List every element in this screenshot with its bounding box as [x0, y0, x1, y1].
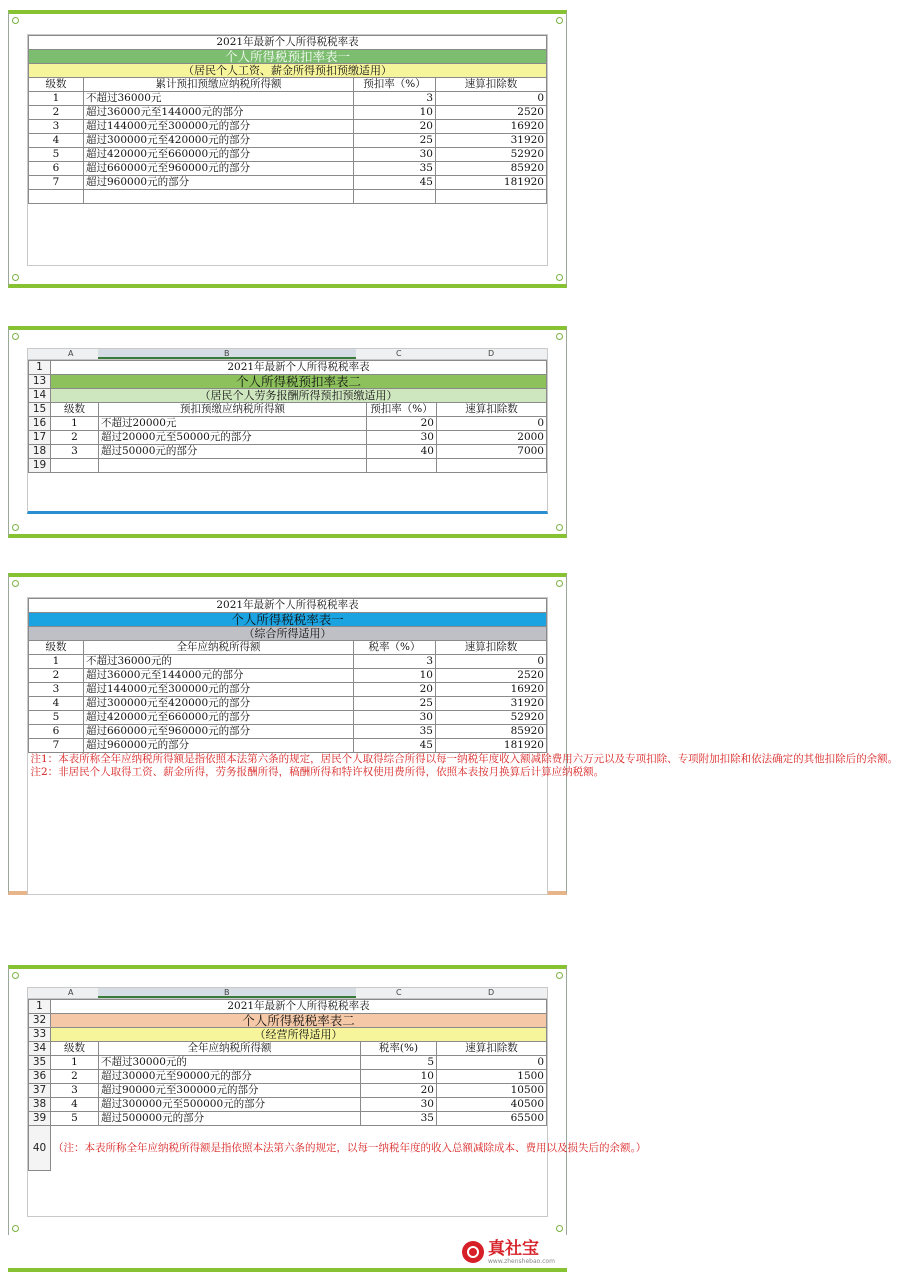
row-number: 40	[29, 1126, 51, 1171]
corner-dot	[556, 524, 563, 531]
level-cell: 4	[29, 697, 84, 711]
rate-cell: 20	[354, 683, 436, 697]
tax-table-3	[28, 598, 898, 779]
bottom-card-edge	[8, 1268, 567, 1274]
table-row	[29, 1112, 547, 1126]
card-table-1	[8, 10, 567, 288]
header-income: 累计预扣预缴应纳税所得额	[84, 78, 354, 92]
row-number: 14	[29, 389, 51, 403]
note-2: 注2：非居民个人取得工资、薪金所得，劳务报酬所得，稿酬所得和特许权使用费所得，依照本表按月换算后计算应纳税额。	[30, 766, 605, 778]
row-number: 1	[29, 361, 51, 375]
table-row	[29, 697, 547, 711]
column-letter-b[interactable]: B	[224, 349, 230, 358]
notes-cell	[29, 753, 898, 780]
table-row	[29, 725, 547, 739]
row-number: 34	[29, 1042, 51, 1056]
corner-dot	[12, 1225, 19, 1232]
rate-cell: 30	[354, 711, 436, 725]
card-table-2	[8, 326, 567, 538]
row-number: 32	[29, 1014, 51, 1028]
row-number: 35	[29, 1056, 51, 1070]
rate-cell: 3	[354, 92, 436, 106]
table-band-title: 个人所得税预扣率表一	[29, 50, 547, 64]
level-cell: 1	[51, 1056, 99, 1070]
deduction-cell: 16920	[436, 120, 547, 134]
column-letter-a[interactable]: A	[68, 349, 74, 358]
deduction-cell: 65500	[437, 1112, 547, 1126]
column-letter-a[interactable]: A	[68, 988, 74, 997]
level-cell: 1	[29, 92, 84, 106]
table-subtitle: （居民个人劳务报酬所得预扣预缴适用）	[51, 389, 547, 403]
deduction-cell: 0	[436, 92, 547, 106]
level-cell: 7	[29, 176, 84, 190]
income-range-cell: 超过144000元至300000元的部分	[84, 683, 354, 697]
income-range-cell: 超过420000元至660000元的部分	[84, 711, 354, 725]
rate-cell: 25	[354, 697, 436, 711]
row-number: 39	[29, 1112, 51, 1126]
level-cell: 2	[51, 431, 99, 445]
table-row	[29, 1098, 547, 1112]
row-number: 17	[29, 431, 51, 445]
table-subtitle: （经营所得适用）	[51, 1028, 547, 1042]
row-number: 36	[29, 1070, 51, 1084]
spreadsheet	[27, 597, 898, 895]
income-range-cell: 超过20000元至50000元的部分	[99, 431, 367, 445]
table-row	[29, 1070, 547, 1084]
column-header-bar	[28, 349, 547, 360]
header-deduction: 速算扣除数	[437, 1042, 547, 1056]
header-deduction: 速算扣除数	[436, 78, 547, 92]
level-cell: 7	[29, 739, 84, 753]
level-cell: 5	[29, 148, 84, 162]
row-number: 13	[29, 375, 51, 389]
table-row	[29, 711, 547, 725]
corner-dot	[12, 580, 19, 587]
table-row	[29, 1056, 547, 1070]
table-band-title: 个人所得税预扣率表二	[51, 375, 547, 389]
income-range-cell: 超过144000元至300000元的部分	[84, 120, 354, 134]
deduction-cell: 40500	[437, 1098, 547, 1112]
income-range-cell: 不超过36000元的	[84, 655, 354, 669]
deduction-cell: 1500	[437, 1070, 547, 1084]
income-range-cell: 超过660000元至960000元的部分	[84, 725, 354, 739]
level-cell: 2	[51, 1070, 99, 1084]
column-header-bar	[28, 988, 547, 999]
deduction-cell: 2000	[437, 431, 547, 445]
table-row	[29, 417, 547, 431]
income-range-cell: 不超过30000元的	[99, 1056, 361, 1070]
corner-dot	[556, 580, 563, 587]
level-cell: 3	[29, 120, 84, 134]
corner-dot	[12, 524, 19, 531]
row-number: 18	[29, 445, 51, 459]
level-cell: 3	[51, 1084, 99, 1098]
corner-dot	[12, 274, 19, 281]
table-row	[29, 162, 547, 176]
level-cell: 1	[29, 655, 84, 669]
table-subtitle: （综合所得适用）	[29, 627, 547, 641]
header-deduction: 速算扣除数	[437, 403, 547, 417]
income-range-cell: 超过50000元的部分	[99, 445, 367, 459]
page-title: 2021年最新个人所得税税率表	[51, 1000, 547, 1014]
page-title: 2021年最新个人所得税税率表	[51, 361, 547, 375]
income-range-cell: 超过500000元的部分	[99, 1112, 361, 1126]
level-cell: 4	[51, 1098, 99, 1112]
tax-table-2	[28, 360, 547, 473]
rate-cell: 20	[361, 1084, 437, 1098]
header-income: 预扣预缴应纳税所得额	[99, 403, 367, 417]
deduction-cell: 85920	[436, 162, 547, 176]
column-letter-c[interactable]: C	[396, 988, 402, 997]
page-title: 2021年最新个人所得税税率表	[29, 36, 547, 50]
header-rate: 税率(%)	[361, 1042, 437, 1056]
note-1: 注1：本表所称全年应纳税所得额是指依照本法第六条的规定，居民个人取得综合所得以每一纳税年度收入额减除费用六万元以及专项扣除、专项附加扣除和依法确定的其他扣除后的余额。	[30, 753, 898, 765]
income-range-cell: 超过660000元至960000元的部分	[84, 162, 354, 176]
tax-table-4	[28, 999, 647, 1171]
level-cell: 3	[29, 683, 84, 697]
rate-cell: 3	[354, 655, 436, 669]
corner-dot	[556, 274, 563, 281]
logo-url: www.zhenshebao.com	[488, 1257, 555, 1265]
header-income: 全年应纳税所得额	[84, 641, 354, 655]
logo-name: 真社宝	[488, 1238, 539, 1259]
row-number: 38	[29, 1098, 51, 1112]
deduction-cell: 7000	[437, 445, 547, 459]
header-deduction: 速算扣除数	[436, 641, 547, 655]
header-levels: 级数	[51, 403, 99, 417]
site-logo[interactable]	[462, 1236, 570, 1268]
rate-cell: 25	[354, 134, 436, 148]
header-levels: 级数	[29, 641, 84, 655]
rate-cell: 10	[354, 106, 436, 120]
deduction-cell: 0	[437, 417, 547, 431]
income-range-cell: 不超过20000元	[99, 417, 367, 431]
deduction-cell: 2520	[436, 106, 547, 120]
level-cell: 6	[29, 725, 84, 739]
deduction-cell: 0	[436, 655, 547, 669]
income-range-cell: 超过90000元至300000元的部分	[99, 1084, 361, 1098]
header-levels: 级数	[29, 78, 84, 92]
deduction-cell: 2520	[436, 669, 547, 683]
table-row	[29, 1084, 547, 1098]
rate-cell: 20	[367, 417, 437, 431]
spreadsheet	[27, 987, 647, 1217]
deduction-cell: 52920	[436, 148, 547, 162]
income-range-cell: 超过960000元的部分	[84, 739, 354, 753]
level-cell: 5	[51, 1112, 99, 1126]
header-income: 全年应纳税所得额	[99, 1042, 361, 1056]
deduction-cell: 52920	[436, 711, 547, 725]
table-row	[29, 134, 547, 148]
rate-cell: 30	[354, 148, 436, 162]
income-range-cell: 超过36000元至144000元的部分	[84, 106, 354, 120]
level-cell: 5	[29, 711, 84, 725]
corner-dot	[556, 17, 563, 24]
deduction-cell: 85920	[436, 725, 547, 739]
rate-cell: 30	[361, 1098, 437, 1112]
table-row	[29, 431, 547, 445]
level-cell: 2	[29, 106, 84, 120]
rate-cell: 45	[354, 176, 436, 190]
card-table-3	[8, 573, 898, 895]
deduction-cell: 181920	[436, 739, 547, 753]
header-rate: 预扣率（%）	[367, 403, 437, 417]
table-row	[29, 669, 547, 683]
level-cell: 3	[51, 445, 99, 459]
level-cell: 1	[51, 417, 99, 431]
level-cell: 2	[29, 669, 84, 683]
table-row	[29, 739, 547, 753]
page-title: 2021年最新个人所得税税率表	[29, 599, 547, 613]
header-rate: 税率（%）	[354, 641, 436, 655]
table-row	[29, 106, 547, 120]
deduction-cell: 10500	[437, 1084, 547, 1098]
table-row	[29, 176, 547, 190]
card-table-4	[8, 965, 647, 1235]
table-band-title: 个人所得税税率表一	[29, 613, 547, 627]
table-row	[29, 683, 547, 697]
logo-icon	[462, 1241, 484, 1263]
rate-cell: 35	[354, 162, 436, 176]
income-range-cell: 超过300000元至420000元的部分	[84, 134, 354, 148]
table-subtitle: （居民个人工资、薪金所得预扣预缴适用）	[29, 64, 547, 78]
corner-dot	[556, 333, 563, 340]
rate-cell: 10	[361, 1070, 437, 1084]
spreadsheet	[27, 348, 548, 514]
income-range-cell: 超过30000元至90000元的部分	[99, 1070, 361, 1084]
table-row	[29, 445, 547, 459]
row-number: 16	[29, 417, 51, 431]
income-range-cell: 超过36000元至144000元的部分	[84, 669, 354, 683]
row-number: 1	[29, 1000, 51, 1014]
corner-dot	[556, 1225, 563, 1232]
spreadsheet	[27, 34, 548, 266]
row-number: 15	[29, 403, 51, 417]
corner-dot	[12, 333, 19, 340]
income-range-cell: 超过300000元至500000元的部分	[99, 1098, 361, 1112]
note-business: （注：本表所称全年应纳税所得额是指依照本法第六条的规定，以每一纳税年度的收入总额减除成本、费用以及损失后的余额。）	[53, 1141, 647, 1154]
table-row	[29, 655, 547, 669]
rate-cell: 20	[354, 120, 436, 134]
column-letter-b[interactable]: B	[224, 988, 230, 997]
table-row	[29, 148, 547, 162]
rate-cell: 30	[367, 431, 437, 445]
deduction-cell: 31920	[436, 134, 547, 148]
deduction-cell: 31920	[436, 697, 547, 711]
corner-dot	[12, 972, 19, 979]
deduction-cell: 0	[437, 1056, 547, 1070]
deduction-cell: 16920	[436, 683, 547, 697]
column-letter-d[interactable]: D	[488, 988, 495, 997]
rate-cell: 45	[354, 739, 436, 753]
deduction-cell: 181920	[436, 176, 547, 190]
income-range-cell: 超过300000元至420000元的部分	[84, 697, 354, 711]
rate-cell: 35	[361, 1112, 437, 1126]
corner-dot	[556, 972, 563, 979]
rate-cell: 40	[367, 445, 437, 459]
row-number: 37	[29, 1084, 51, 1098]
rate-cell: 10	[354, 669, 436, 683]
income-range-cell: 超过420000元至660000元的部分	[84, 148, 354, 162]
table-band-title: 个人所得税税率表二	[51, 1014, 547, 1028]
tax-table-1	[28, 35, 547, 204]
row-number: 33	[29, 1028, 51, 1042]
income-range-cell: 超过960000元的部分	[84, 176, 354, 190]
rate-cell: 5	[361, 1056, 437, 1070]
table-row	[29, 92, 547, 106]
header-rate: 预扣率（%）	[354, 78, 436, 92]
row-number: 19	[29, 459, 51, 473]
column-letter-c[interactable]: C	[396, 349, 402, 358]
level-cell: 4	[29, 134, 84, 148]
header-levels: 级数	[51, 1042, 99, 1056]
column-letter-d[interactable]: D	[488, 349, 495, 358]
corner-dot	[12, 17, 19, 24]
income-range-cell: 不超过36000元	[84, 92, 354, 106]
level-cell: 6	[29, 162, 84, 176]
rate-cell: 35	[354, 725, 436, 739]
table-row	[29, 120, 547, 134]
